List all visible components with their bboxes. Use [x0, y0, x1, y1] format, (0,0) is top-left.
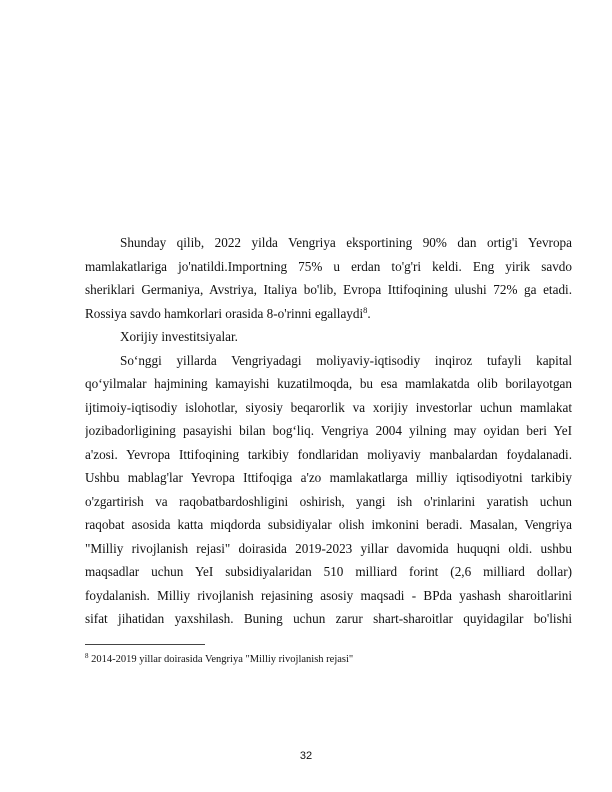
footnote-reference: 8	[363, 304, 368, 315]
footnote-separator	[85, 644, 205, 645]
sentence-end: .	[367, 305, 371, 321]
text-line: ijtimoiy-iqtisodiy islohotlar, siyosiy beqarorlik va xorijiy investorlar uchun mamlakat	[85, 399, 572, 415]
text-line: o'zgartirish va raqobatbardoshligini oshirish, yangi ish o'rinlarini yaratish uchun	[85, 493, 572, 509]
text-line: sifat jihatidan yaxshilash. Buning uchun zarur shart-sharoitlar quyidagilar bo'lishi	[85, 611, 572, 626]
text-line: mamlakatlariga jo'natildi.Importning 75% u erdan to'g'ri keldi. Eng yirik savdo	[85, 258, 572, 274]
text-line: So‘nggi yillarda Vengriyadagi moliyaviy-iqtisodiy inqiroz tufayli kapital	[120, 352, 572, 368]
text-line: maqsadlar uchun YeI subsidiyalaridan 510 milliard forint (2,6 milliard dollar)	[85, 564, 572, 579]
text-line: qo‘yilmalar hajmining kamayishi kuzatilmoqda, bu esa mamlakatda olib borilayotgan	[85, 376, 572, 391]
text-line: foydalanish. Milliy rivojlanish rejasining asosiy maqsadi - BPda yashash sharoitlarini	[85, 587, 572, 603]
text-line: sheriklari Germaniya, Avstriya, Italiya bo'lib, Evropa Ittifoqining ulushi 72% ga etadi.	[85, 282, 572, 297]
text-line: jozibadorligining pasayishi bilan bog‘liq. Vengriya 2004 yilning may oyidan beri YeI	[85, 423, 572, 438]
footnote-number: 8	[85, 652, 89, 660]
section-heading: Xorijiy investitsiyalar.	[120, 329, 238, 344]
text-line: a'zosi. Yevropa Ittifoqining tarkibiy fondlaridan moliyaviy manbalardan foydalanadi.	[85, 446, 572, 462]
body-text	[85, 231, 572, 631]
text-line: "Milliy rivojlanish rejasi" doirasida 2019-2023 yillar davomida huquqni oldi. ushbu	[85, 540, 572, 556]
page-number: 32	[299, 750, 313, 762]
text-line: raqobat asosida katta miqdorda subsidiyalar olish imkonini beradi. Masalan, Vengriya	[85, 517, 572, 532]
footnote	[85, 653, 353, 667]
text-line	[85, 302, 572, 326]
footnote-text: 2014-2019 yillar doirasida Vengriya "Milliy rivojlanish rejasi"	[88, 654, 354, 665]
text-line: Shunday qilib, 2022 yilda Vengriya eksportining 90% dan ortig'i Yevropa	[120, 235, 572, 250]
text-line-content: Rossiya savdo hamkorlari orasida 8-o'rinni egallaydi	[85, 305, 364, 321]
text-line: Ushbu mablag'lar Yevropa Ittifoqiga a'zo mamlakatlarga milliy iqtisodiyotni tarkibiy	[85, 470, 572, 485]
